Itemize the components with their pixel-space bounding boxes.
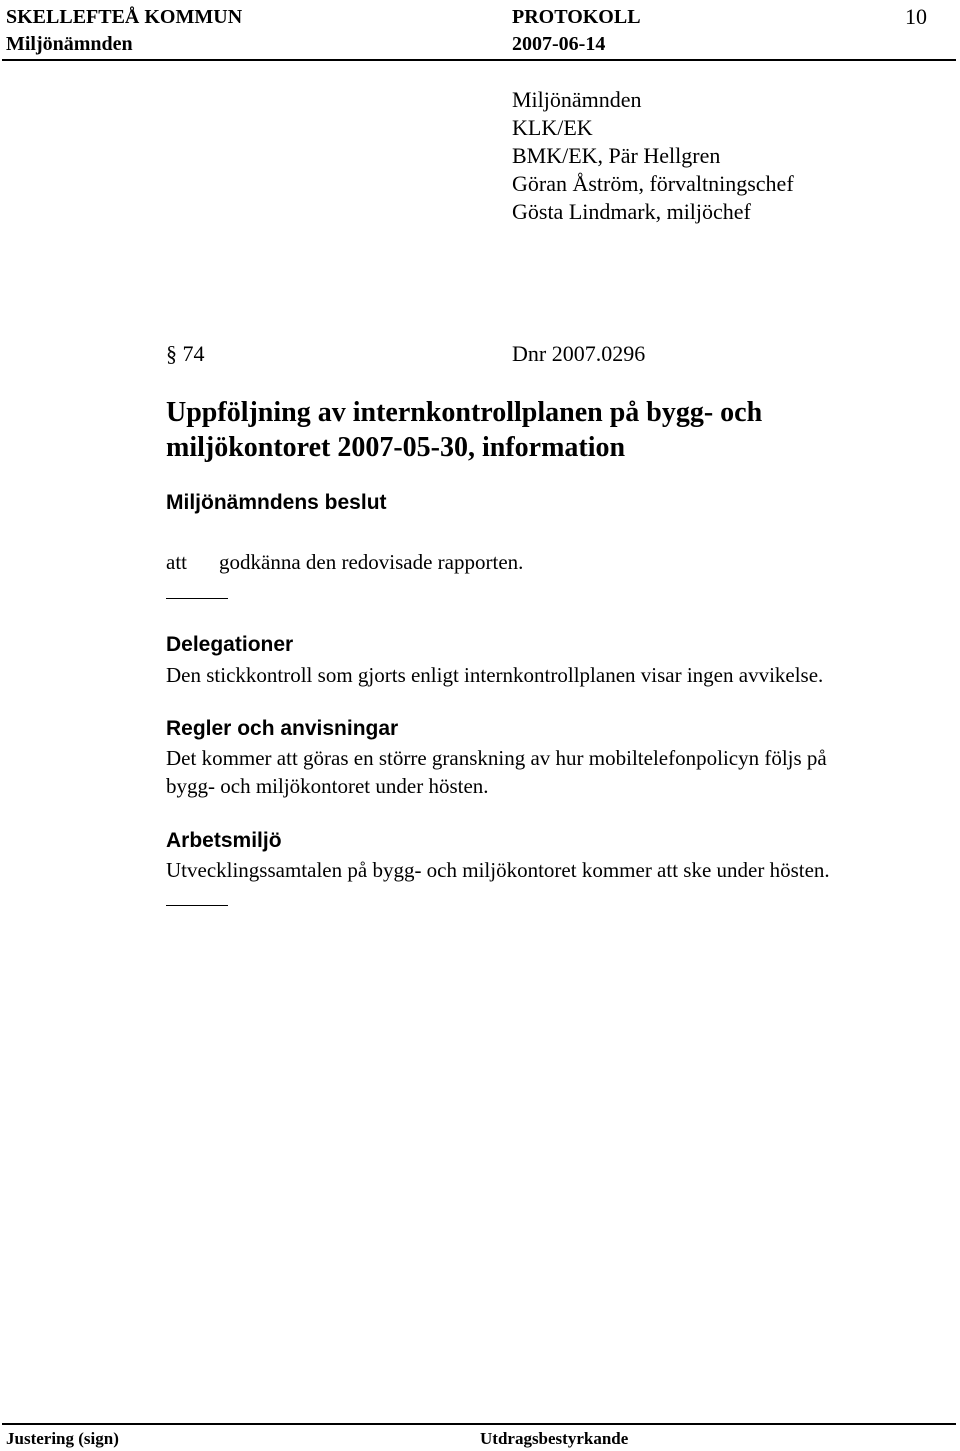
committee-name: Miljönämnden [6, 33, 133, 55]
decision-heading: Miljönämndens beslut [166, 491, 387, 514]
meeting-date: 2007-06-14 [512, 33, 606, 55]
utdragsbestyrkande-label: Utdragsbestyrkande [480, 1429, 629, 1448]
section-divider [166, 598, 228, 599]
justering-label: Justering (sign) [6, 1429, 119, 1448]
section-divider [166, 905, 228, 906]
distribution-item: BMK/EK, Pär Hellgren [512, 143, 721, 168]
organization-name: SKELLEFTEÅ KOMMUN [6, 6, 243, 28]
delegationer-text: Den stickkontroll som gjorts enligt internkontrollplanen visar ingen avvikelse. [166, 663, 824, 687]
section-number: § 74 [166, 341, 205, 366]
distribution-item: Miljönämnden [512, 87, 642, 112]
delegationer-heading: Delegationer [166, 633, 294, 656]
arbetsmiljo-heading: Arbetsmiljö [166, 829, 282, 852]
dnr-reference: Dnr 2007.0296 [512, 341, 646, 366]
distribution-item: Gösta Lindmark, miljöchef [512, 199, 751, 224]
distribution-item: Göran Åström, förvaltningschef [512, 171, 794, 196]
footer-rule [2, 1423, 956, 1425]
regler-text-line2: bygg- och miljökontoret under hösten. [166, 774, 489, 798]
page-number: 10 [905, 4, 927, 29]
distribution-item: KLK/EK [512, 115, 593, 140]
matter-title-line1: Uppföljning av internkontrollplanen på bygg- och [166, 397, 763, 428]
document-type: PROTOKOLL [512, 6, 641, 28]
att-label: att [166, 550, 187, 574]
arbetsmiljo-text: Utvecklingssamtalen på bygg- och miljökontoret kommer att ske under hösten. [166, 858, 830, 882]
regler-text-line1: Det kommer att göras en större granskning av hur mobiltelefonpolicyn följs på [166, 746, 827, 770]
matter-title-line2: miljökontoret 2007-05-30, information [166, 432, 626, 463]
header-rule [2, 59, 956, 61]
regler-heading: Regler och anvisningar [166, 717, 399, 740]
decision-text: godkänna den redovisade rapporten. [219, 550, 524, 574]
